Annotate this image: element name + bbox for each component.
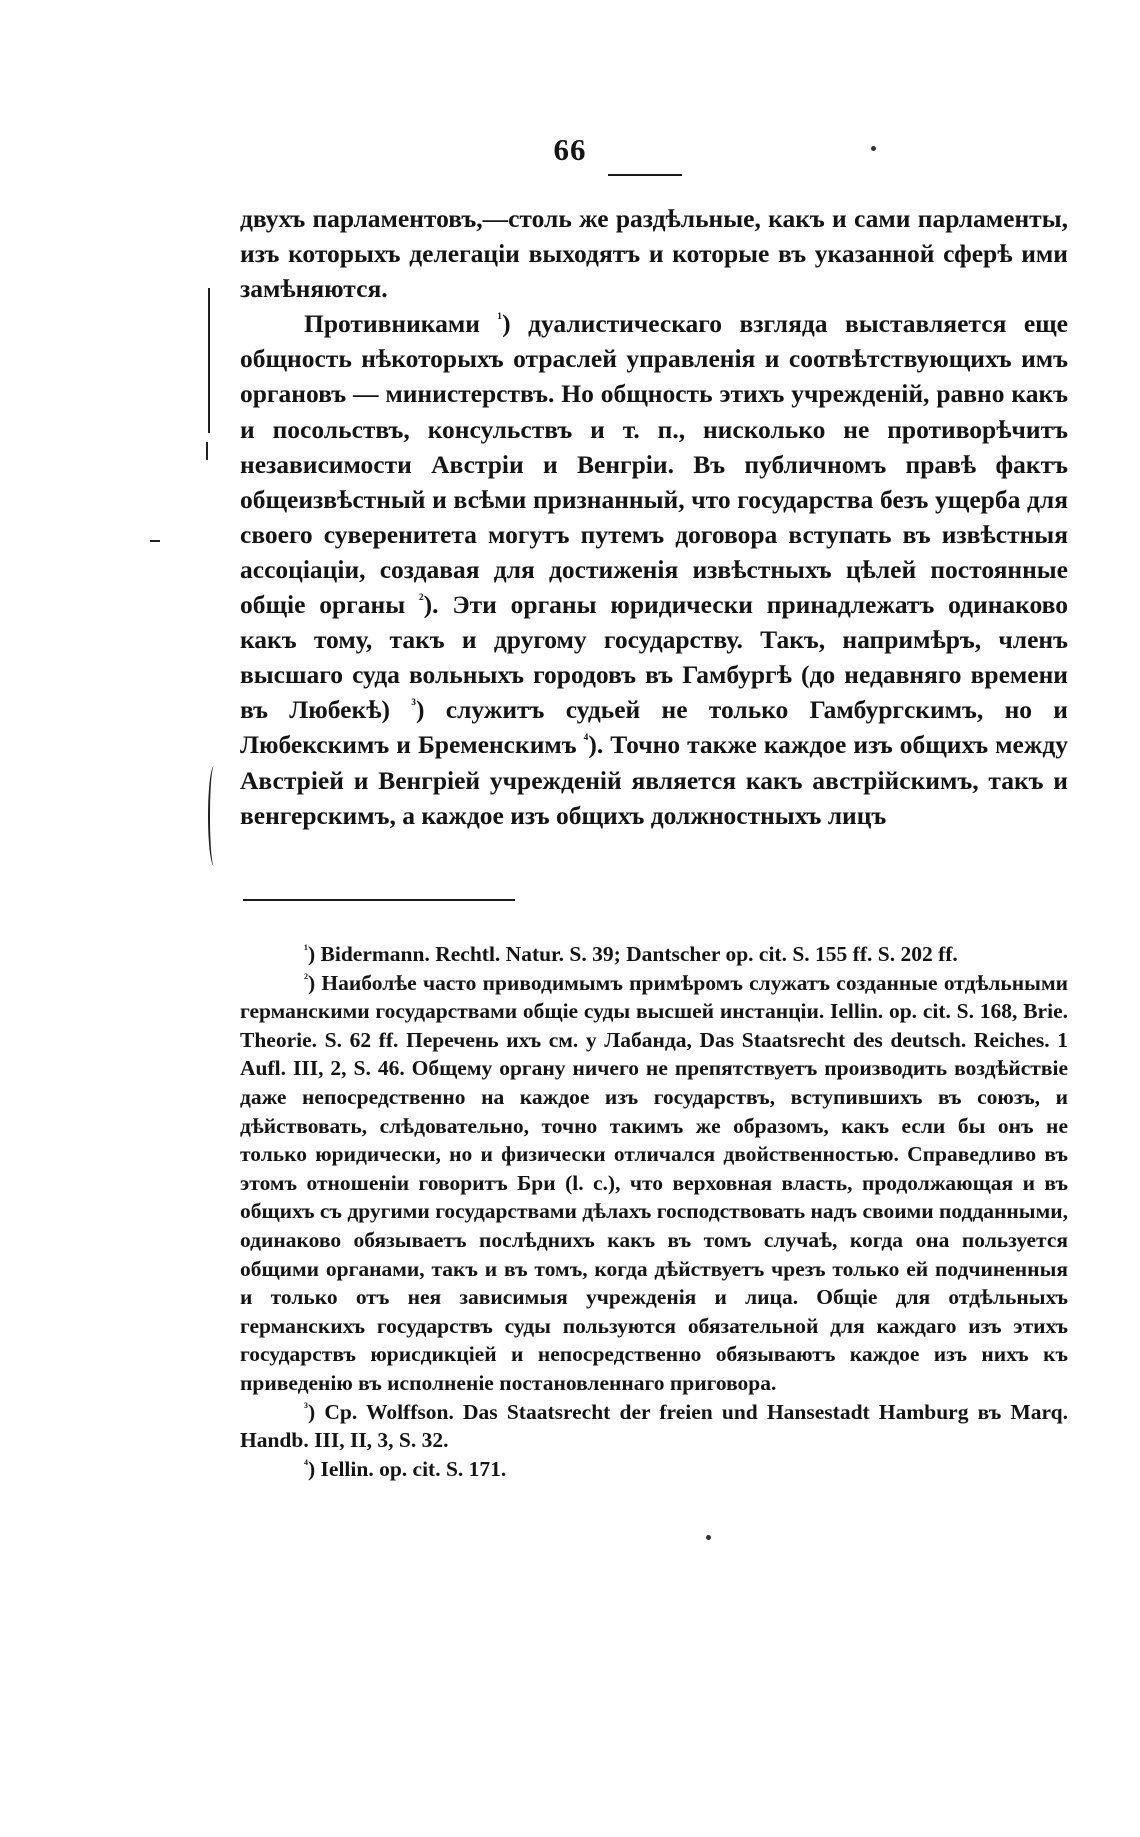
margin-pencil-dash <box>150 540 160 542</box>
footnotes <box>240 940 1068 1483</box>
footnote-4 <box>240 1455 1068 1484</box>
footnote-2-text: ) Наиболѣе часто приводимымъ примѣромъ служатъ созданные отдѣльными германскими государствами общіе суды высшей инстанціи. Iellin. op. cit. S. 168, Brie. Theorie. S. 62 ff. Перечень ихъ см. у Лабанда, Das Staatsrecht des deutsch. Reiches. 1 Aufl. III, 2, S. 46. Общему органу ничего не препятствуетъ производить воздѣйствіе даже непосредственно на каждое изъ государствъ, вступившихъ въ союзъ, и дѣйствовать, слѣдовательно, точно такимъ же образомъ, какъ если бы онъ не только юридически, но и физически отличался двойственностью. Справедливо въ этомъ отношеніи говоритъ Бри (l. c.), что верховная власть, продолжающая и въ общихъ съ другими государствами дѣлахъ господствовать надъ своими подданными, одинаково обязываетъ послѣднихъ какъ въ томъ случаѣ, когда она пользуется общими органами, такъ и въ томъ, когда дѣйствуетъ чрезъ только ей подчиненныя и только отъ нея зависимыя учрежденія и лица. Общіе для отдѣльныхъ германскихъ государствъ суды пользуются обязательной для каждаго изъ этихъ государствъ юрисдикціей и непосредственно обязываютъ каждое изъ нихъ къ приведенію въ исполненіе постановленнаго приговора. <box>240 970 1068 1395</box>
page-number-underline <box>608 174 682 176</box>
paragraph-2-text-a: Противниками <box>304 309 498 339</box>
footnote-3-text: ) Cp. Wolffson. Das Staatsrecht der freien und Hansestadt Hamburg въ Marq. Handb. III, II, 3, S. 32. <box>240 1399 1068 1453</box>
footnote-1-text: ) Bidermann. Rechtl. Natur. S. 39; Dantscher op. cit. S. 155 ff. S. 202 ff. <box>308 942 958 966</box>
main-text <box>240 201 1068 833</box>
margin-pencil-tick <box>206 442 208 460</box>
paragraph-2-text-e: ). Точно также каждое изъ общихъ между Австріей и Венгріей учрежденій является какъ австрійскимъ, такъ и венгерскимъ, а каждое изъ общихъ должностныхъ лицъ <box>240 730 1068 830</box>
footnote-ref-1: ¹ <box>497 310 503 328</box>
paragraph-2-text-b: ) дуалистическаго взгляда выставляется еще общность нѣкоторыхъ отраслей управленія и соотвѣтствующихъ имъ органовъ — министерствъ. Но общность этихъ учрежденій, равно какъ и посольствъ, консульствъ и т. п., нисколько не противорѣчитъ независимости Австріи и Венгріи. Въ публичномъ правѣ фактъ общеизвѣстный и всѣми признанный, что государства безъ ущерба для своего суверенитета могутъ путемъ договора вступать въ извѣстныя ассоціаціи, создавая для достиженія извѣстныхъ цѣлей постоянные общіе органы <box>240 309 1068 620</box>
print-speck <box>706 1535 711 1540</box>
paragraph-2-text-d: ) служитъ судьей не только Гамбургскимъ, но и Любекскимъ и Бременскимъ <box>240 695 1068 760</box>
footnote-marker-3: ³ <box>304 1399 308 1415</box>
footnote-marker-1: ¹ <box>304 941 308 957</box>
paragraph-1: двухъ парламентовъ,—столь же раздѣльные, какъ и сами парламенты, изъ которыхъ делегаціи выходятъ и которые въ указанной сферѣ ими замѣняются. <box>240 204 1068 304</box>
footnote-1 <box>240 940 1068 969</box>
footnote-marker-2: ² <box>304 970 308 986</box>
print-speck <box>871 146 876 151</box>
footnote-4-text: ) Iellin. op. cit. S. 171. <box>308 1456 507 1481</box>
footnote-separator <box>243 899 515 901</box>
page-number: 66 <box>553 132 587 167</box>
margin-pencil-line <box>208 288 210 433</box>
footnote-ref-3: ³ <box>411 696 417 714</box>
footnote-ref-2: ² <box>418 591 424 609</box>
footnote-2 <box>240 969 1068 1398</box>
margin-pencil-bracket <box>208 766 220 866</box>
paragraph-2 <box>240 306 1068 832</box>
footnote-3 <box>240 1398 1068 1455</box>
paragraph-2-text-c: ). Эти органы юридически принадлежатъ одинаково какъ тому, такъ и другому государству. Такъ, напримѣръ, членъ высшаго суда вольныхъ городовъ въ Гамбургѣ (до недавняго времени въ Любекѣ) <box>240 590 1068 725</box>
footnote-ref-4: ⁴ <box>583 731 589 749</box>
footnote-marker-4: ⁴ <box>304 1456 308 1472</box>
